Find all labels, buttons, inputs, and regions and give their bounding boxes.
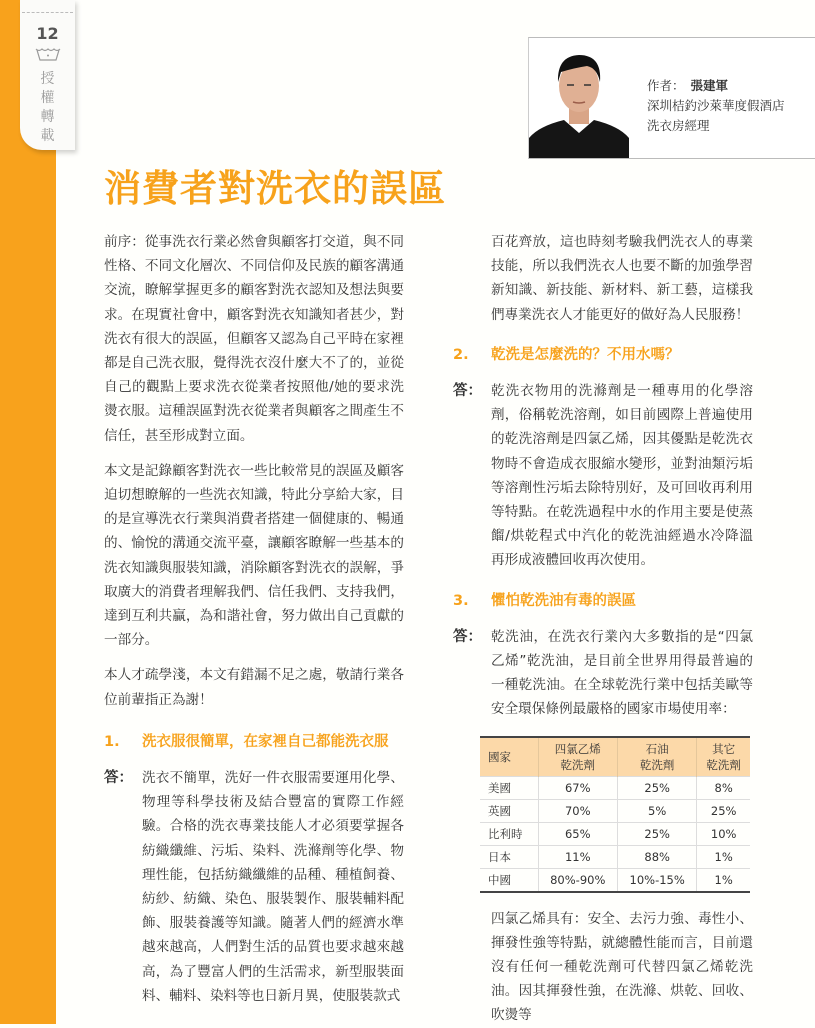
cell-country: 比利時 [480,822,538,845]
section-heading-text: 懼怕乾洗油有毒的誤區 [491,592,636,609]
answer-1 [104,766,404,1008]
cell-other: 8% [697,776,750,799]
section-label-char: 載 [40,128,55,144]
cell-other: 1% [697,868,750,892]
answer-text: 洗衣不簡單，洗好一件衣服需要運用化學、物理等科學技術及結合豐富的實際工作經驗。合格的洗衣專業技能人才必須要掌握各紡織纖維、污垢、染料、洗滌劑等化學、物理性能，包括紡織纖維的品種、種植飼養、紡紗、紡織、染色、服裝製作、服裝輔料配飾、服裝養護等知識。隨著人們的經濟水準越來越高，人們對生活的品質也要求越來越高，為了豐富人們的生活需求，新型服裝面料、輔料、染料等也日新月異，使服裝款式 [142,770,404,1004]
cell-country: 日本 [480,845,538,868]
orange-side-bar [0,0,56,1024]
author-name: 張建軍 [690,78,729,93]
cell-other: 10% [697,822,750,845]
table-row [480,822,750,845]
left-column [104,230,404,1008]
section-heading-text: 洗衣服很簡單，在家裡自己都能洗衣服 [142,733,389,750]
intro-paragraph-1: 前序：從事洗衣行業必然會與顧客打交道，與不同性格、不同文化層次、不同信仰及民族的顧客溝通交流，瞭解掌握更多的顧客對洗衣認知及想法與要求。在現實社會中，顧客對洗衣知識知者甚少，對洗衣有很大的誤區，但顧客又認為自己平時在家裡都是自己洗衣服，覺得洗衣沒什麼大不了的，並從自己的觀點上要求洗衣從業者按照他/她的要求洗燙衣服。這種誤區對洗衣從業者與顧客之間產生不信任，甚至形成對立面。 [104,234,404,444]
after-table-paragraph: 四氯乙烯具有：安全、去污力強、毒性小、揮發性強等特點，就總體性能而言，目前還沒有任何一種乾洗劑可代替四氯乙烯乾洗油。因其揮發性強，在洗滌、烘乾、回收、吹燙等 [491,910,753,1024]
section-number: 3. [453,592,469,609]
answer-1-continued: 百花齊放，這也時刻考驗我們洗衣人的專業技能，所以我們洗衣人也要不斷的加強學習新知識、新技能、新材料、新工藝，這樣我們專業洗衣人才能更好的做好為人民服務！ [491,234,753,323]
author-label: 作者： [647,78,685,93]
cell-other: 25% [697,799,750,822]
author-portrait-image [529,38,629,158]
answer-tag: 答： [453,383,482,400]
article-title: 消費者對洗衣的誤區 [104,167,446,210]
cell-perc: 65% [538,822,617,845]
cell-perc: 67% [538,776,617,799]
section-label-char: 轉 [40,109,55,125]
cell-country: 英國 [480,799,538,822]
section-label-char: 權 [40,90,55,106]
answer-3 [453,625,753,722]
cell-petroleum: 10%-15% [617,868,696,892]
answer-tag: 答： [453,628,482,645]
header-perc: 四氯乙烯 乾洗劑 [538,737,617,777]
table-row [480,845,750,868]
section-number: 2. [453,346,469,363]
answer-text: 乾洗油，在洗衣行業內大多數指的是“四氯乙烯”乾洗油，是目前全世界用得最普遍的一種乾洗油。在全球乾洗行業中包括美歐等安全環保條例最嚴格的國家市場使用率： [491,628,753,718]
stitch-line [22,12,73,13]
section-heading-2 [453,343,753,367]
cell-petroleum: 25% [617,822,696,845]
header-other: 其它 乾洗劑 [697,737,750,777]
section-number: 1. [104,733,120,750]
author-position: 洗衣房經理 [647,118,710,133]
cell-country: 美國 [480,776,538,799]
cell-perc: 70% [538,799,617,822]
cell-perc: 11% [538,845,617,868]
section-label [20,70,75,146]
right-column [453,230,753,1028]
author-company: 深圳桔釣沙萊華度假酒店 [647,98,785,113]
author-box [528,37,815,159]
wash-basin-icon [35,47,61,61]
cell-petroleum: 25% [617,776,696,799]
header-petroleum: 石油 乾洗劑 [617,737,696,777]
page-number: 12 [36,24,59,43]
answer-text: 乾洗衣物用的洗滌劑是一種專用的化學溶劑，俗稱乾洗溶劑，如目前國際上普遍使用的乾洗溶劑是四氯乙烯，因其優點是乾洗衣物時不會造成衣服縮水變形，並對油類污垢等溶劑性污垢去除特別好，及可回收再利用等特點。在乾洗過程中水的作用主要是使蒸餾/烘乾程式中汽化的乾洗油經過水冷降溫再形成液體回收再次使用。 [491,383,753,569]
cell-petroleum: 5% [617,799,696,822]
answer-2 [453,379,753,573]
section-tab [20,0,75,150]
cell-perc: 80%-90% [538,868,617,892]
author-photo [529,38,629,158]
table-row [480,868,750,892]
section-heading-3 [453,589,753,613]
table-row [480,776,750,799]
table-row [480,799,750,822]
intro-paragraph-2: 本文是記錄顧客對洗衣一些比較常見的誤區及顧客迫切想瞭解的一些洗衣知識，特此分享給大家，目的是宣導洗衣行業與消費者搭建一個健康的、暢通的、愉悅的溝通交流平臺，讓顧客瞭解一些基本的洗衣知識與服裝知識，消除顧客對洗衣的誤解，爭取廣大的消費者理解我們、信任我們、支持我們，達到互利共贏，為和諧社會，努力做出自己貢獻的一部分。 [104,462,404,649]
section-label-char: 授 [40,71,55,87]
table-header-row [480,737,750,777]
intro-paragraph-3: 本人才疏學淺，本文有錯漏不足之處，敬請行業各位前輩指正為謝！ [104,667,404,708]
usage-table [480,736,750,893]
section-heading-text: 乾洗是怎麼洗的？不用水嗎？ [491,346,680,363]
author-name-line [647,76,785,96]
cell-petroleum: 88% [617,845,696,868]
answer-tag: 答： [104,770,133,787]
header-country: 國家 [480,737,538,777]
author-info [647,76,785,136]
cell-other: 1% [697,845,750,868]
cell-country: 中國 [480,868,538,892]
section-heading-1 [104,730,404,754]
